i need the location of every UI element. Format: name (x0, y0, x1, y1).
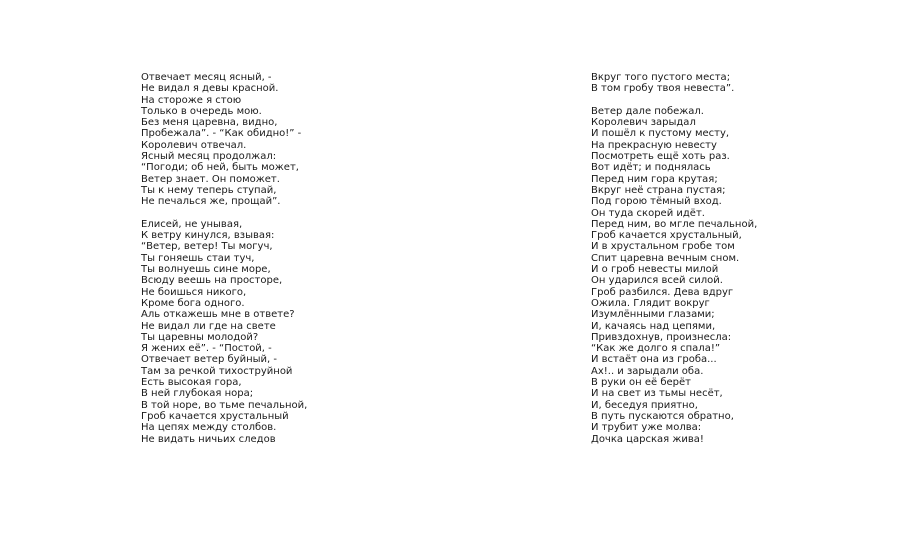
poem-line: Без меня царевна, видно, (141, 117, 278, 129)
poem-line: Гроб качается хрустальный (141, 410, 289, 422)
left-poem-column (141, 72, 441, 456)
stanza (591, 106, 891, 445)
poem-line: Он ударился всей силой. (591, 275, 723, 287)
poem-line: Спит царевна вечным сном. (591, 252, 740, 264)
poem-line: Елисей, не унывая, (141, 218, 243, 230)
poem-line: Только в очередь мою. (141, 105, 262, 117)
right-poem-column (591, 72, 891, 456)
poem-line: Вкруг того пустого места; (591, 72, 731, 83)
poem-line: Отвечает месяц ясный, - (141, 72, 272, 83)
poem-line: Не видать ничьих следов (141, 433, 276, 445)
poem-line: В путь пускаются обратно, (591, 410, 734, 422)
poem-line: Ясный месяц продолжал: (141, 151, 277, 163)
poem-line: Есть высокая гора, (141, 377, 242, 389)
poem-line: “Как же долго я спала!” (591, 343, 721, 355)
stanza (141, 219, 441, 445)
poem-line: Гроб разбился. Дева вдруг (591, 286, 734, 298)
poem-line: Перед ним, во мгле печальной, (591, 218, 758, 230)
poem-line: К ветру кинулся, взывая: (141, 230, 275, 242)
poem-line: Ты царевны молодой? (141, 331, 259, 343)
poem-line: Он туда скорей идёт. (591, 207, 705, 219)
poem-line: “Погоди; об ней, быть может, (141, 162, 299, 174)
poem-line: Ты к нему теперь ступай, (141, 184, 277, 196)
poem-line: Не видал я девы красной. (141, 83, 279, 95)
poem-line: Ожила. Глядит вокруг (591, 297, 710, 309)
poem-line: Посмотреть ещё хоть раз. (591, 151, 730, 163)
poem-line: И в хрустальном гробе том (591, 241, 735, 253)
poem-line: Всюду веешь на просторе, (141, 275, 283, 287)
poem-line: Не боишься никого, (141, 286, 247, 298)
poem-line: Дочка царская жива! (591, 433, 704, 445)
stanza (141, 72, 441, 208)
poem-line: Не печалься же, прощай”. (141, 196, 281, 208)
poem-line: И, качаясь над цепями, (591, 320, 716, 332)
poem-line: Королевич отвечал. (141, 139, 247, 151)
poem-line: Аль откажешь мне в ответе? (141, 309, 295, 321)
poem-line: В той норе, во тьме печальной, (141, 399, 308, 411)
poem-line: Привздохнув, произнесла: (591, 331, 732, 343)
poem-line: Ты гоняешь стаи туч, (141, 252, 255, 264)
poem-line: Не видал ли где на свете (141, 320, 276, 332)
poem-line: В том гробу твоя невеста”. (591, 83, 735, 95)
poem-line: Пробежала”. - “Как обидно!” - (141, 128, 302, 140)
poem-line: В руки он её берёт (591, 377, 691, 389)
poem-line: Ветер знает. Он поможет. (141, 173, 280, 185)
poem-line: И, беседуя приятно, (591, 399, 698, 411)
poem-line: Ах!.. и зарыдали оба. (591, 365, 704, 377)
poem-line: “Ветер, ветер! Ты могуч, (141, 241, 273, 253)
poem-line: На прекрасную невесту (591, 139, 717, 151)
poem-line: И на свет из тьмы несёт, (591, 388, 723, 400)
poem-line: Я жених её”. - “Постой, - (141, 343, 272, 355)
poem-line: На цепях между столбов. (141, 422, 277, 434)
poem-line: Отвечает ветер буйный, - (141, 354, 277, 366)
poem-line: Королевич зарыдал (591, 117, 696, 129)
poem-line: Там за речкой тихоструйной (141, 365, 293, 377)
poem-line: На стороже я стою (141, 94, 242, 106)
poem-line: Ветер дале побежал. (591, 105, 704, 117)
poem-line: Вкруг неё страна пустая; (591, 184, 726, 196)
stanza (591, 72, 891, 95)
poem-line: Изумлёнными глазами; (591, 309, 715, 321)
poem-line: И встаёт она из гроба... (591, 354, 717, 366)
poem-line: Гроб качается хрустальный, (591, 230, 742, 242)
poem-line: Перед ним гора крутая; (591, 173, 718, 185)
poem-line: Под горою тёмный вход. (591, 196, 722, 208)
poem-line: И трубит уже молва: (591, 422, 702, 434)
poem-line: В ней глубокая нора; (141, 388, 254, 400)
poem-line: Вот идёт; и поднялась (591, 162, 711, 174)
poem-line: И о гроб невесты милой (591, 264, 719, 276)
poem-line: И пошёл к пустому месту, (591, 128, 730, 140)
poem-line: Кроме бога одного. (141, 297, 245, 309)
poem-line: Ты волнуешь сине море, (141, 264, 271, 276)
